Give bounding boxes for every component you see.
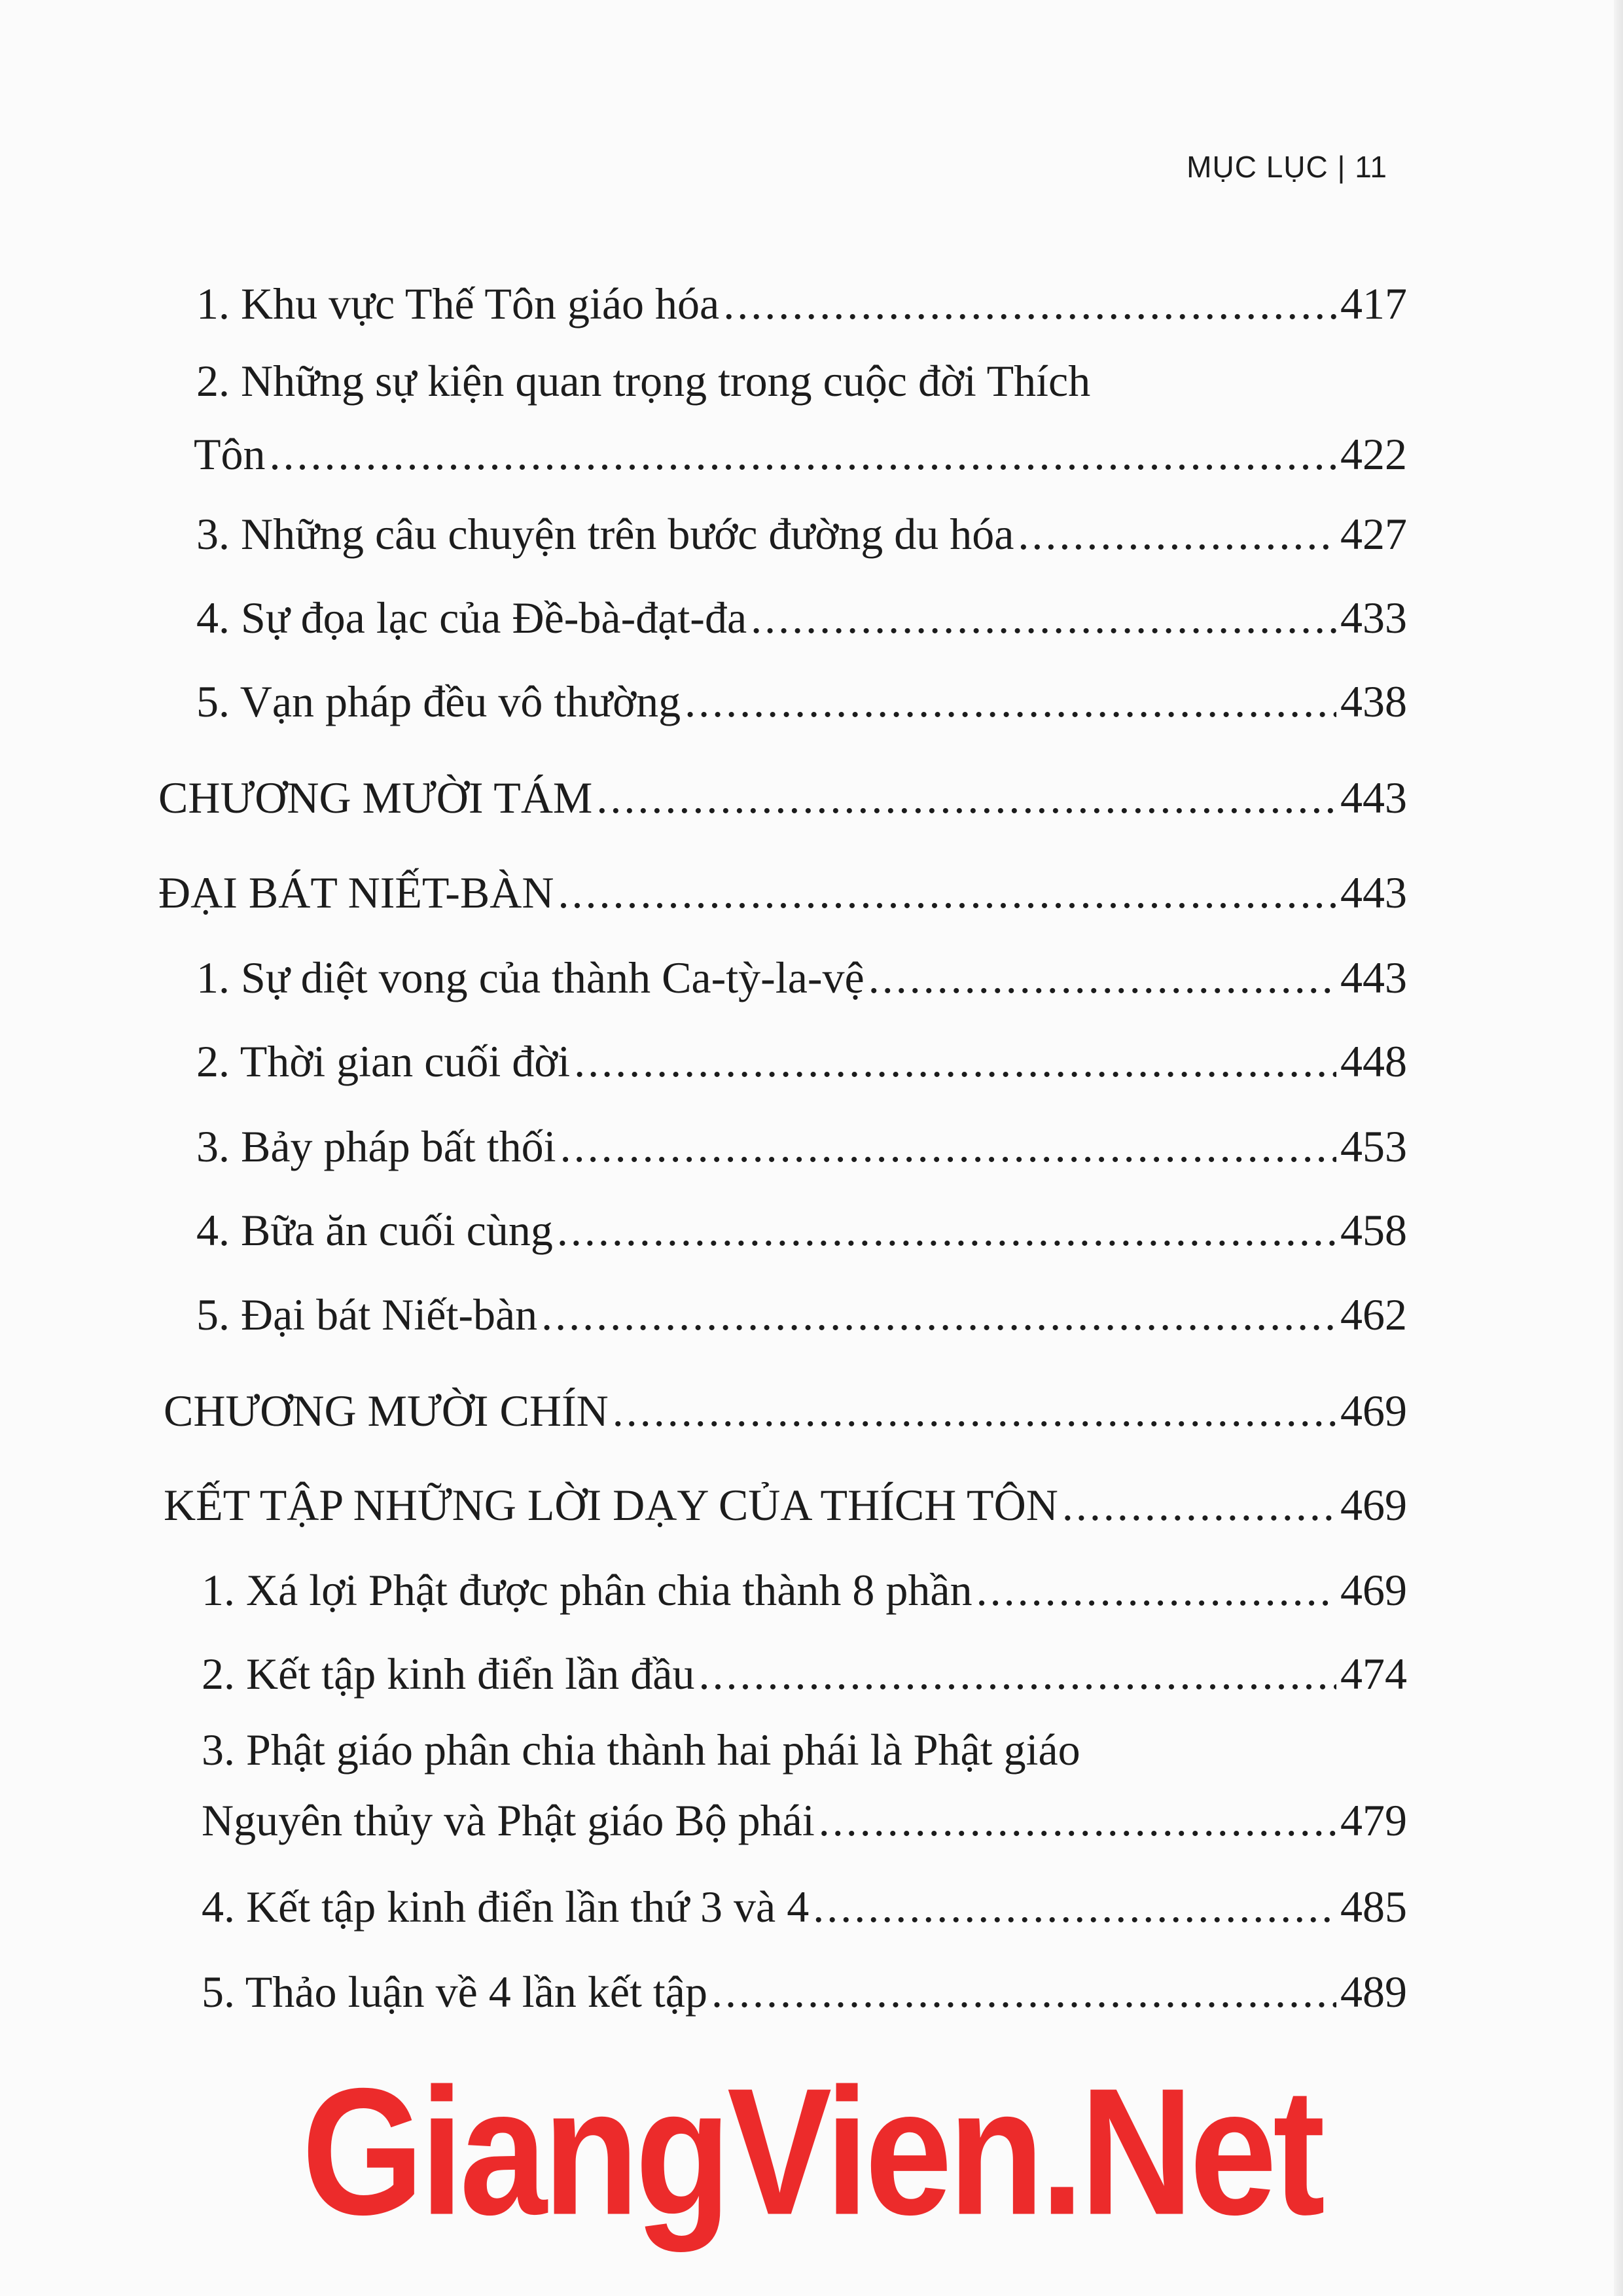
- dot-leader: [1018, 512, 1336, 556]
- dot-leader: [541, 1292, 1336, 1337]
- toc-entry-title: 4. Kết tập kinh điển lần thứ 3 và 4: [202, 1882, 810, 1932]
- toc-page-number: 417: [1340, 279, 1407, 328]
- toc-entry-title: 4. Sự đọa lạc của Đề-bà-đạt-đa: [196, 593, 747, 643]
- dot-leader: [574, 1039, 1336, 1084]
- toc-entry: [196, 509, 1407, 559]
- toc-page-number: 443: [1340, 773, 1407, 822]
- toc-page-number: 453: [1340, 1122, 1407, 1171]
- dot-leader: [751, 595, 1336, 640]
- toc-entry: [196, 1292, 1407, 1337]
- dot-leader: [698, 1651, 1336, 1696]
- toc-entry: [194, 429, 1407, 479]
- chapter-title: CHƯƠNG MƯỜI TÁM: [158, 773, 593, 822]
- toc-page-number: 427: [1340, 509, 1407, 559]
- toc-page-number: 479: [1340, 1795, 1407, 1845]
- dot-leader: [976, 1568, 1336, 1612]
- toc-entry: [196, 955, 1407, 1000]
- watermark-text: GiangVien.Net: [302, 2050, 1321, 2253]
- toc-entry: [196, 281, 1407, 326]
- toc-page-number: 469: [1340, 1386, 1407, 1436]
- dot-leader: [270, 432, 1336, 476]
- chapter-title: CHƯƠNG MƯỜI CHÍN: [164, 1386, 609, 1436]
- toc-page-number: 489: [1340, 1967, 1407, 2017]
- dot-leader: [558, 870, 1336, 915]
- toc-page-number: 469: [1340, 1565, 1407, 1615]
- toc-entry: [164, 1386, 1407, 1436]
- toc-entry-title: 1. Xá lợi Phật được phân chia thành 8 phần: [202, 1565, 972, 1615]
- dot-leader: [711, 1969, 1336, 2014]
- running-header: MỤC LỤC | 11: [1186, 150, 1387, 184]
- toc-entry-title: 5. Đại bát Niết-bàn: [196, 1290, 538, 1339]
- toc-entry: [158, 775, 1407, 820]
- toc-entry: [164, 1480, 1407, 1530]
- toc-entry-title: Nguyên thủy và Phật giáo Bộ phái: [202, 1795, 815, 1845]
- chapter-heading: KẾT TẬP NHỮNG LỜI DẠY CỦA THÍCH TÔN: [164, 1480, 1058, 1530]
- dot-leader: [557, 1208, 1336, 1252]
- toc-entry: [202, 1882, 1407, 1932]
- dot-leader: [813, 1884, 1336, 1929]
- toc-entry-title: 4. Bữa ăn cuối cùng: [196, 1205, 553, 1255]
- toc-page-number: 469: [1340, 1480, 1407, 1530]
- toc-entry: [202, 1795, 1407, 1845]
- toc-entry-title: 1. Khu vực Thế Tôn giáo hóa: [196, 279, 720, 328]
- toc-entry: [196, 1205, 1407, 1255]
- toc-entry: [196, 679, 1407, 724]
- toc-entry-title: 3. Những câu chuyện trên bước đường du hóa: [196, 509, 1014, 559]
- toc-entry: [202, 1565, 1407, 1615]
- toc-page-number: 433: [1340, 593, 1407, 643]
- toc-entry: [196, 1036, 1407, 1086]
- dot-leader: [819, 1798, 1336, 1843]
- toc-page-number: 458: [1340, 1205, 1407, 1255]
- toc-page-number: 462: [1340, 1290, 1407, 1339]
- dot-leader: [868, 955, 1336, 1000]
- toc-entry-title: 2. Kết tập kinh điển lần đầu: [202, 1649, 695, 1699]
- toc-page-number: 438: [1340, 677, 1407, 726]
- dot-leader: [596, 775, 1336, 820]
- toc-entry: [196, 1124, 1407, 1169]
- chapter-heading: ĐẠI BÁT NIẾT-BÀN: [158, 868, 554, 917]
- toc-page-number: 422: [1340, 429, 1407, 479]
- toc-entry-title: 3. Bảy pháp bất thối: [196, 1122, 556, 1171]
- dot-leader: [560, 1124, 1336, 1169]
- toc-page-number: 474: [1340, 1649, 1407, 1699]
- dot-leader: [723, 281, 1336, 326]
- dot-leader: [613, 1388, 1336, 1433]
- toc-entry-title: Tôn: [194, 429, 266, 479]
- toc-page-number: 443: [1340, 868, 1407, 917]
- toc-entry-title-line1: 2. Những sự kiện quan trọng trong cuộc đời Thích: [196, 356, 1091, 406]
- toc-entry: [196, 593, 1407, 643]
- toc-page-number: 448: [1340, 1036, 1407, 1086]
- toc-entry-title: 2. Thời gian cuối đời: [196, 1036, 571, 1086]
- dot-leader: [1062, 1483, 1336, 1527]
- toc-entry: [202, 1967, 1407, 2017]
- dot-leader: [685, 679, 1336, 724]
- toc-entry-title-line1: 3. Phật giáo phân chia thành hai phái là Phật giáo: [202, 1725, 1080, 1775]
- toc-entry-title: 5. Vạn pháp đều vô thường: [196, 677, 681, 726]
- toc-page-number: 485: [1340, 1882, 1407, 1932]
- toc-entry: [158, 870, 1407, 915]
- toc-entry: [202, 1649, 1407, 1699]
- page-edge-shadow: [1614, 0, 1623, 2296]
- toc-page-number: 443: [1340, 953, 1407, 1002]
- toc-entry-title: 1. Sự diệt vong của thành Ca-tỳ-la-vệ: [196, 953, 865, 1002]
- toc-entry-title: 5. Thảo luận về 4 lần kết tập: [202, 1967, 707, 2017]
